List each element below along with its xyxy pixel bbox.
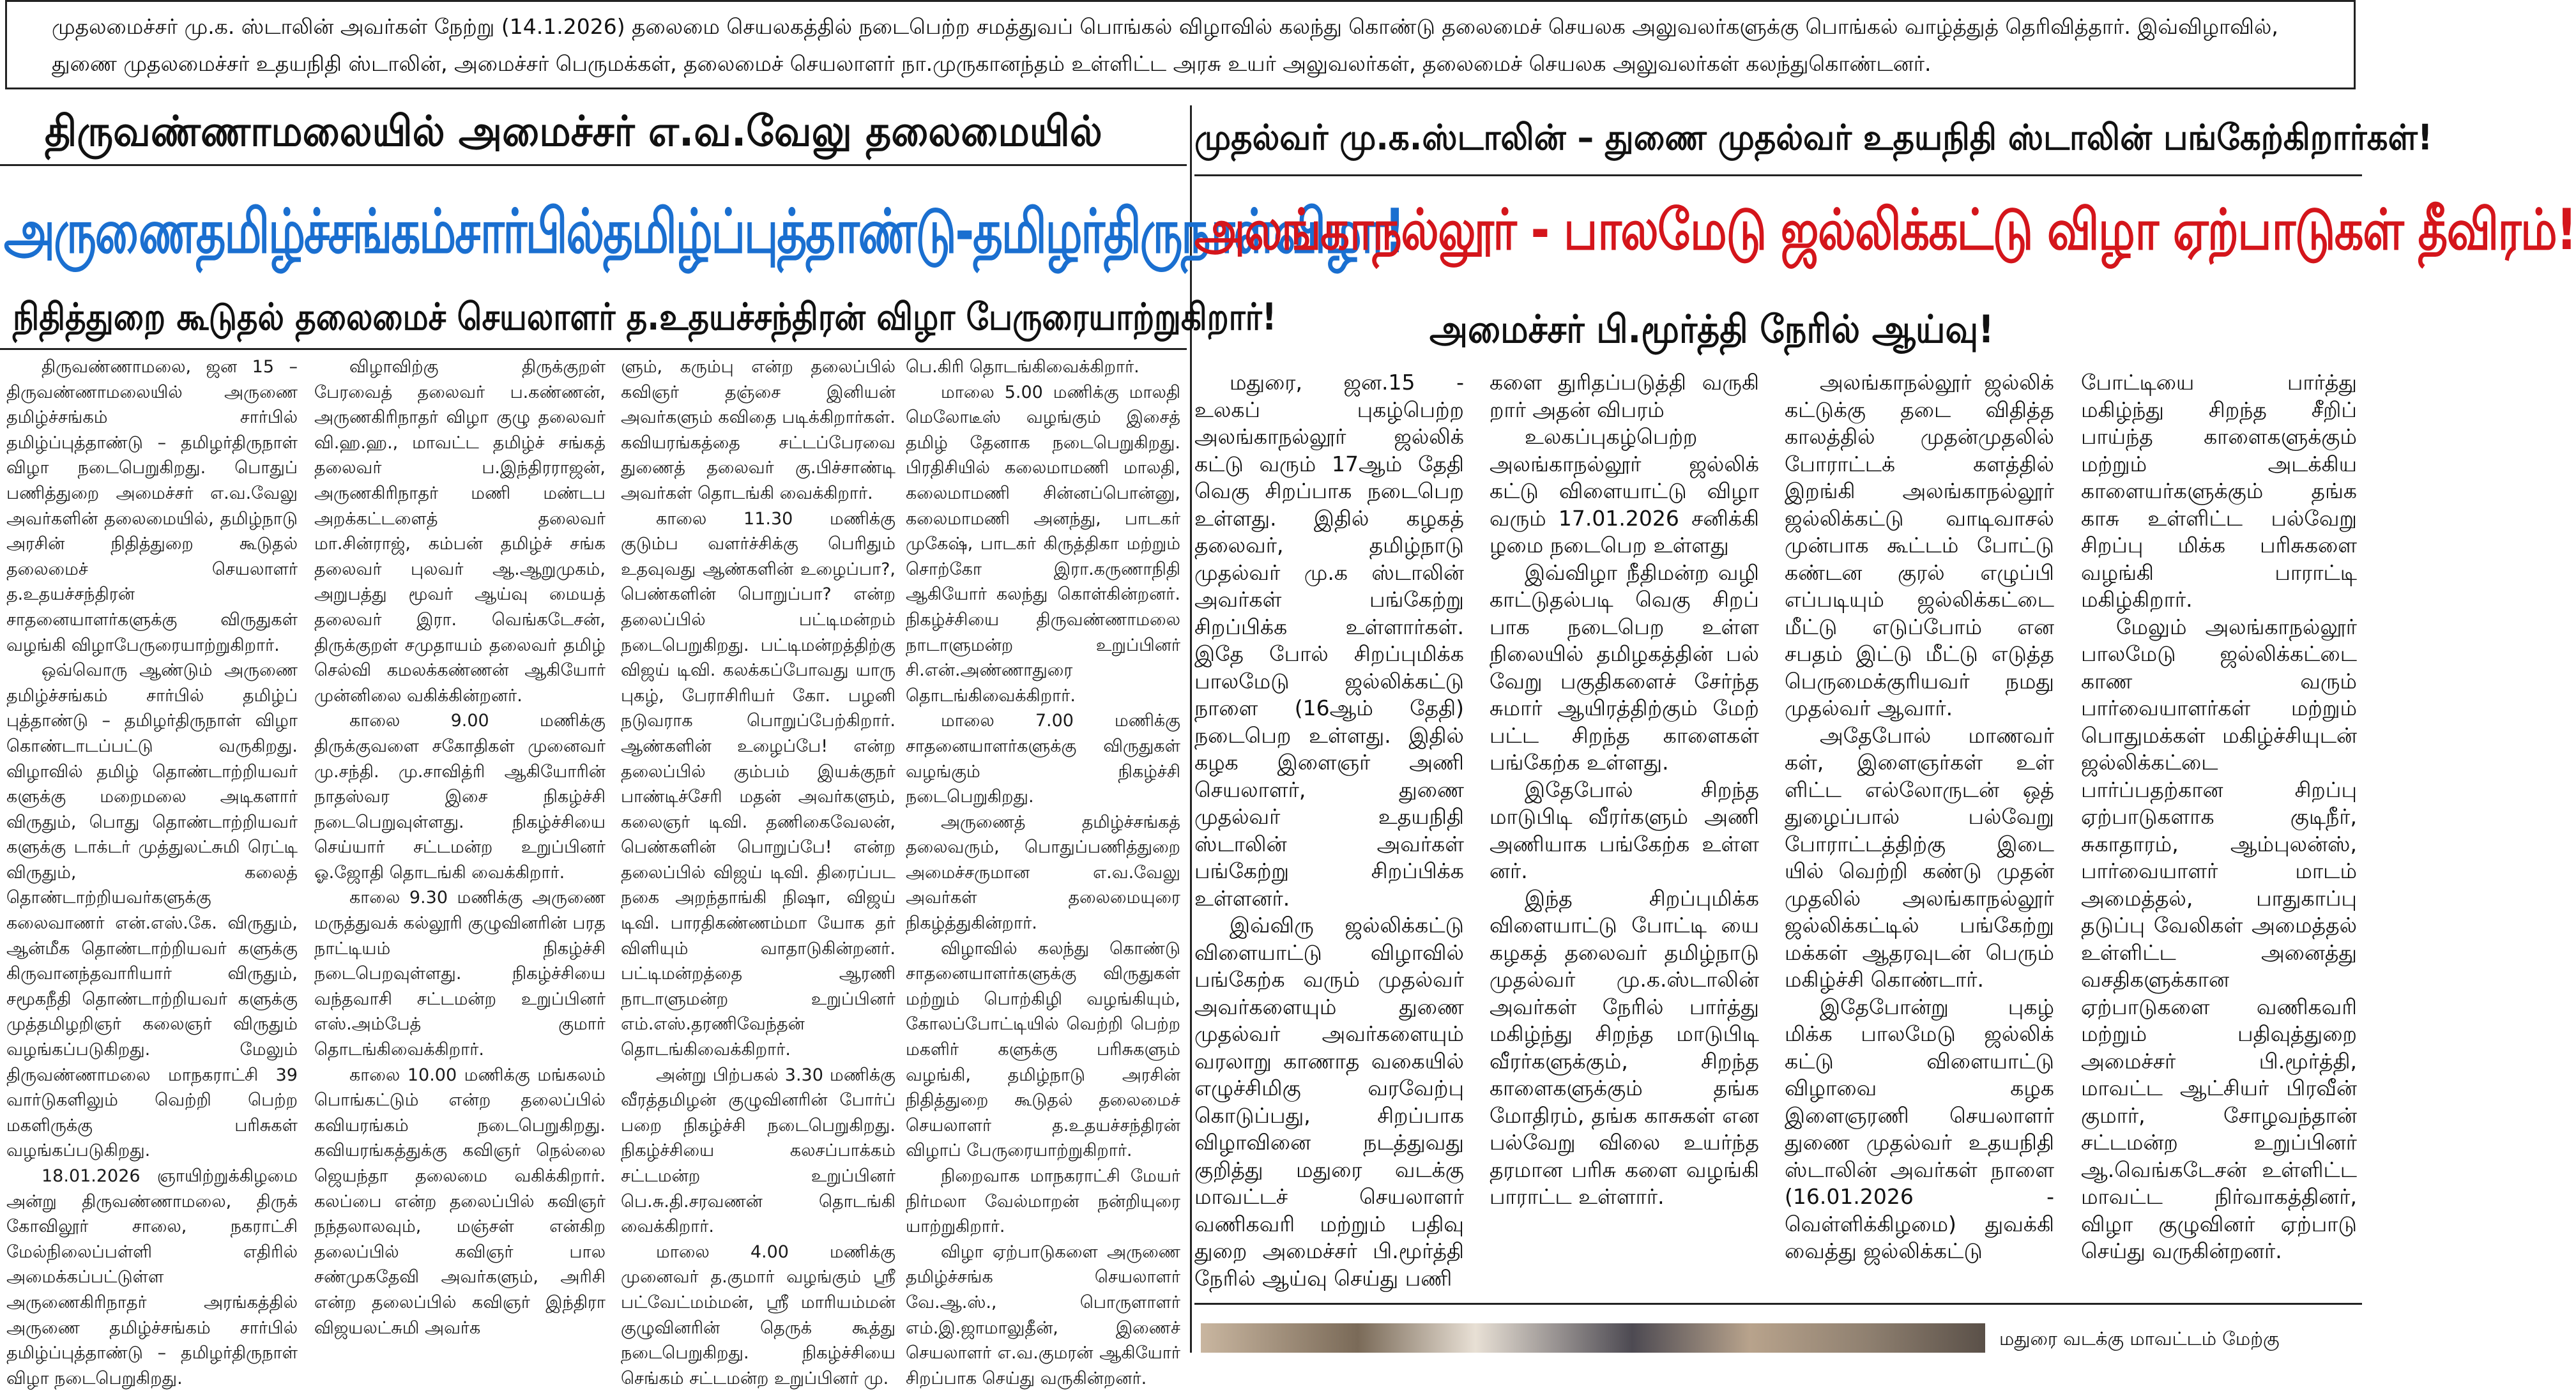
paragraph: களை துரிதப்படுத்தி வருகி றார் அதன் விபரம் [1490,370,1759,422]
paragraph: ளும், கரும்பு என்ற தலைப்பில் கவிஞர் தஞ்சை இனியன் அவர்களும் கவிதை படிக்கிறார்கள். கவியரங்கத்தை சட்டப்பேரவை துணைத் தலைவர் கு.பிச்சாண்டி அவர்கள் தொடங்கி வைக்கிறார். [621,357,896,503]
left-subhead: நிதித்துறை கூடுதல் தலைமைச் செயலாளர் த.உதயச்சந்திரன் விழா பேருரையாற்றுகிறார்! [13,295,1277,338]
event-photo [1201,1323,1985,1353]
paragraph: மேலும் அலங்காநல்லூர் பாலமேடு ஜல்லிக்கட்டை காண வரும் பார்வையாளர்கள் மற்றும் பொதுமக்கள் மகிழ்ச்சியுடன் ஜல்லிக்கட்டை பார்ப்பதற்கான சிறப்பு ஏற்பாடுகளாக குடிநீர், சுகாதாரம், ஆம்புலன்ஸ், பார்வையாளர் மாடம் அமைத்தல், பாதுகாப்பு தடுப்பு வேலிகள் அமைத்தல் உள்ளிட்ட அனைத்து வசதிகளுக்கான ஏற்பாடுகளை வணிகவரி மற்றும் பதிவுத்துறை அமைச்சர் பி.மூர்த்தி, மாவட்ட ஆட்சியர் பிரவீன் குமார், சோழவந்தான் சட்டமன்ற உறுப்பினர் ஆ.வெங்கடேசன் உள்ளிட்ட மாவட்ட நிர்வாகத்தினர், விழா குழுவினர் ஏற்பாடு செய்து வருகின்றனர். [2081,614,2357,1263]
paragraph: விழா ஏற்பாடுகளை அருணை தமிழ்ச்சங்க செயலாளர் வே.ஆ.ஸ்., பொருளாளர் எம்.இ.ஜாமாலுதீன், இணைச் செயலாளர் எ.வ.குமரன் ஆகியோர் சிறப்பாக செய்து வருகின்றனர். [906,1242,1180,1388]
paragraph: இவ்விரு ஜல்லிக்கட்டு விளையாட்டு விழாவில் பங்கேற்க வரும் முதல்வர் அவர்களையும் துணை முதல்வர் அவர்களையும் வரலாறு காணாத வகையில் எழுச்சிமிகு வரவேற்பு கொடுப்பது, சிறப்பாக விழாவினை நடத்துவது குறித்து மதுரை வடக்கு மாவட்டச் செயலாளர் வணிகவரி மற்றும் பதிவு துறை அமைச்சர் பி.மூர்த்தி நேரில் ஆய்வு செய்து பணி [1194,913,1464,1291]
paragraph: விழாவிற்கு திருக்குறள் பேரவைத் தலைவர் ப.கண்ணன், அருணகிரிநாதர் விழா குழு தலைவர் வி.ஹ.ஹ., மாவட்ட தமிழ்ச் சங்கத் தலைவர் ப.இந்திரராஜன், அருணகிரிநாதர் மணி மண்டப அறக்கட்டளைத் தலைவர் மா.சின்ராஜ், கம்பன் தமிழ்ச் சங்க தலைவர் புலவர் ஆ.ஆறுமுகம், அறுபத்து மூவர் ஆய்வு மையத் தலைவர் இரா. வெங்கடேசன், திருக்குறள் சமுதாயம் தலைவர் தமிழ் செல்வி கமலக்கண்ணன் ஆகியோர் முன்னிலை வகிக்கின்றனர். [314,357,606,706]
paragraph: பெ.கிரி தொடங்கிவைக்கிறார். [906,357,1139,377]
paragraph: மாலை 5.00 மணிக்கு மாலதி மெலோடீஸ் வழங்கும் இசைத் தமிழ் தேனாக நடைபெறுகிறது. பிரதிசியில் கலைமாமணி மாலதி, கலைமாமணி சின்னப்பொன்னு, கலைமாமணி அனந்து, பாடகர் முகேஷ், பாடகர் கிருத்திகா மற்றும் சொற்கோ இரா.கருணாநிதி ஆகியோர் கலந்து கொள்கின்றனர். நிகழ்ச்சியை திருவண்ணாமலை நாடாளுமன்ற உறுப்பினர் சி.என்.அண்ணாதுரை தொடங்கிவைக்கிறார். [906,382,1180,706]
paragraph: அலங்காநல்லூர் ஜல்லிக் கட்டுக்கு தடை விதித்த காலத்தில் முதன்முதலில் போராட்டக் களத்தில் இறங்கி அலங்காநல்லூர் ஜல்லிக்கட்டு வாடிவாசல் முன்பாக கூட்டம் போட்டு கண்டன குரல் எழுப்பி எப்படியும் ஜல்லிக்கட்டை மீட்டு எடுப்போம் என சபதம் இட்டு மீட்டு எடுத்த பெருமைக்குரியவர் நமது முதல்வர் ஆவார். [1785,370,2054,720]
top-photo-caption [5,0,2356,89]
paragraph: விழாவில் கலந்து கொண்டு சாதனையாளர்களுக்கு விருதுகள் மற்றும் பொற்கிழி வழங்கியும், கோலப்போட்டியில் வெற்றி பெற்ற மகளிர் களுக்கு பரிசுகளும் வழங்கி, தமிழ்நாடு அரசின் நிதித்துறை கூடுதல் தலைமைச் செயலாளர் த.உதயச்சந்திரன் விழாப் பேருரையாற்றுகிறார். [906,938,1180,1161]
left-subhead-rule [0,348,1187,350]
photo-top-rule [1194,1303,2362,1305]
paragraph: காலை 10.00 மணிக்கு மங்கலம் பொங்கட்டும் என்ற தலைப்பில் கவியரங்கம் நடைபெறுகிறது. கவியரங்கத்துக்கு கவிஞர் நெல்லை ஜெயந்தா தலைமை வகிக்கிறார். கலப்பை என்ற தலைப்பில் கவிஞர் நந்தலாலவும், மஞ்சள் என்கிற தலைப்பில் கவிஞர் பால சண்முகதேவி அவர்களும், அரிசி என்ற தலைப்பில் கவிஞர் இந்திரா விஜயலட்சுமி அவர்க [314,1065,606,1338]
paragraph: திருவண்ணாமலை, ஜன 15 – திருவண்ணாமலையில் அருணை தமிழ்ச்சங்கம் சார்பில் தமிழ்ப்புத்தாண்டு – தமிழர்திருநாள் விழா நடைபெறுகிறது. பொதுப் பணித்துறை அமைச்சர் எ.வ.வேலு அவர்களின் தலைமையில், தமிழ்நாடு அரசின் நிதித்துறை கூடுதல் தலைமைச் செயலாளர் த.உதயச்சந்திரன் சாதனையாளர்களுக்கு விருதுகள் வழங்கி விழாபேருரையாற்றுகிறார். [6,357,298,655]
paragraph: காலை 9.30 மணிக்கு அருணை மருத்துவக் கல்லூரி குழுவினரின் பரத நாட்டியம் நிகழ்ச்சி நடைபெறவுள்ளது. நிகழ்ச்சியை வந்தவாசி சட்டமன்ற உறுப்பினர் எஸ்.அம்பேத் குமார் தொடங்கிவைக்கிறார். [314,888,606,1060]
paragraph: 18.01.2026 ஞாயிற்றுக்கிழமை அன்று திருவண்ணாமலை, திருக் கோவிலூர் சாலை, நகராட்சி மேல்நிலைப்பள்ளி எதிரில் அமைக்கப்பட்டுள்ள அருணைகிரிநாதர் அரங்கத்தில் அருணை தமிழ்ச்சங்கம் சார்பில் தமிழ்ப்புத்தாண்டு – தமிழர்திருநாள் விழா நடைபெறுகிறது. [6,1166,298,1388]
paragraph: மதுரை, ஜன.15 - உலகப் புகழ்பெற்ற அலங்காநல்லூர் ஜல்லிக் கட்டு வரும் 17ஆம் தேதி வெகு சிறப்பாக நடைபெற உள்ளது. இதில் கழகத் தலைவர், தமிழ்நாடு முதல்வர் மு.க ஸ்டாலின் அவர்கள் பங்கேற்று சிறப்பிக்க உள்ளார்கள். இதே போல் சிறப்புமிக்க பாலமேடு ஜல்லிக்கட்டு நாளை (16ஆம் தேதி) நடைபெற உள்ளது. இதில் கழக இளைஞர் அணி செயலாளர், துணை முதல்வர் உதயநிதி ஸ்டாலின் அவர்கள் பங்கேற்று சிறப்பிக்க உள்ளனர். [1194,370,1464,911]
paragraph: இதேபோல் சிறந்த மாடுபிடி வீரர்களும் அணி அணியாக பங்கேற்க உள்ள னர். [1490,777,1759,883]
left-column-1 [6,354,298,1388]
article-divider [1190,105,1192,1353]
paragraph: இதேபோன்று புகழ் மிக்க பாலமேடு ஜல்லிக் கட்டு விளையாட்டு விழாவை கழக இளைஞரணி செயலாளர் துணை முதல்வர் உதயநிதி ஸ்டாலின் அவர்கள் நாளை (16.01.2026 - வெள்ளிக்கிழமை) துவக்கி வைத்து ஜல்லிக்கட்டு [1785,994,2054,1263]
left-kicker: திருவண்ணாமலையில் அமைச்சர் எ.வ.வேலு தலைமையில் [45,107,1102,156]
right-column-4 [2081,369,2357,1327]
paragraph: அதேபோல் மாணவர் கள், இளைஞர்கள் உள் ளிட்ட எல்லோருடன் ஒத் துழைப்பால் பல்வேறு போராட்டத்திற்கு இடை யில் வெற்றி கண்டு முதன் முதலில் அலங்காநல்லூர் ஜல்லிக்கட்டில் பங்கேற்று மக்கள் ஆதரவுடன் பெரும் மகிழ்ச்சி கொண்டார். [1785,722,2054,992]
right-column-3 [1785,369,2054,1327]
paragraph: அன்று பிற்பகல் 3.30 மணிக்கு வீரத்தமிழன் குழுவினரின் போர்ப் பறை நிகழ்ச்சி நடைபெறுகிறது. நிகழ்ச்சியை கலசப்பாக்கம் சட்டமன்ற உறுப்பினர் பெ.சு.தி.சரவணன் தொடங்கி வைக்கிறார். [621,1065,896,1237]
right-column-1 [1194,369,1464,1327]
right-kicker: முதல்வர் மு.க.ஸ்டாலின் – துணை முதல்வர் உதயநிதி ஸ்டாலின் பங்கேற்கிறார்கள்! [1194,117,2433,158]
paragraph: ஒவ்வொரு ஆண்டும் அருணை தமிழ்ச்சங்கம் சார்பில் தமிழ்ப் புத்தாண்டு – தமிழர்திருநாள் விழா கொண்டாடப்பட்டு வருகிறது. விழாவில் தமிழ் தொண்டாற்றியவர் களுக்கு மறைமலை அடிகளார் விருதும், பொது தொண்டாற்றியவர் களுக்கு டாக்டர் முத்துலட்சுமி ரெட்டி விருதும், கலைத் தொண்டாற்றியவர்களுக்கு கலைவாணர் என்.எஸ்.கே. விருதும், ஆன்மீக தொண்டாற்றியவர் களுக்கு கிருவானந்தவாரியார் விருதும், சமூகநீதி தொண்டாற்றியவர் களுக்கு முத்தமிழறிஞர் கலைஞர் விருதும் வழங்கப்படுகிறது. மேலும் திருவண்ணாமலை மாநகராட்சி 39 வார்டுகளிலும் வெற்றி பெற்ற மகளிருக்கு பரிசுகள் வழங்கப்படுகிறது. [6,660,298,1161]
paragraph: நிறைவாக மாநகராட்சி மேயர் நிர்மலா வேல்மாறன் நன்றியுரை யாற்றுகிறார். [906,1166,1180,1237]
left-column-3 [621,354,896,1388]
right-column-2 [1490,369,1759,1327]
paragraph: காலை 11.30 மணிக்கு குடும்ப வளர்ச்சிக்கு பெரிதும் உதவுவது ஆண்களின் உழைப்பா?, பெண்களின் பொறுப்பா? என்ற தலைப்பில் பட்டிமன்றம் நடைபெறுகிறது. பட்டிமன்றத்திற்கு விஜய் டிவி. கலக்கப்போவது யாரு புகழ், பேராசிரியர் கோ. பழனி நடுவராக பொறுப்பேற்கிறார். ஆண்களின் உழைப்பே! என்ற தலைப்பில் கும்பம் இயக்குநர் பாண்டிச்சேரி மதன் அவர்களும், கலைஞர் டிவி. தணிகைவேலன், பெண்களின் பொறுப்பே! என்ற தலைப்பில் விஜய் டிவி. திரைப்பட நகை அறந்தாங்கி நிஷா, விஜய் டிவி. பாரதிகண்ணம்மா யோக தர் விளியும் வாதாடுகின்றனர். பட்டிமன்றத்தை ஆரணி நாடாளுமன்ற உறுப்பினர் எம்.எஸ்.தரணிவேந்தன் தொடங்கிவைக்கிறார். [621,508,896,1060]
paragraph: மாலை 7.00 மணிக்கு சாதனையாளர்களுக்கு விருதுகள் வழங்கும் நிகழ்ச்சி நடைபெறுகிறது. [906,711,1180,807]
left-column-2 [314,354,606,1351]
photo-caption: மதுரை வடக்கு மாவட்டம் மேற்கு [1999,1328,2280,1349]
left-headline: அருணைதமிழ்ச்சங்கம்சார்பில்தமிழ்ப்புத்தாண்டு-தமிழர்திருநாள்விழா! [4,197,1404,267]
left-kicker-rule [0,164,1187,166]
paragraph: அருணைத் தமிழ்ச்சங்கத் தலைவரும், பொதுப்பணித்துறை அமைச்சருமான எ.வ.வேலு அவர்கள் தலைமையுரை நிகழ்த்துகின்றார். [906,812,1180,934]
right-article [1194,102,2576,1353]
paragraph: இவ்விழா நீதிமன்ற வழி காட்டுதல்படி வெகு சிறப் பாக நடைபெற உள்ள நிலையில் தமிழகத்தின் பல் வேறு பகுதிகளைச் சேர்ந்த சுமார் ஆயிரத்திற்கும் மேற் பட்ட சிறந்த காளைகள் பங்கேற்க உள்ளது. [1490,559,1759,775]
right-kicker-rule [1194,174,2362,176]
right-subhead: அமைச்சர் பி.மூர்த்தி நேரில் ஆய்வு! [1429,307,1994,352]
paragraph: இந்த சிறப்புமிக்க விளையாட்டு போட்டி யை கழகத் தலைவர் தமிழ்நாடு முதல்வர் மு.க.ஸ்டாலின் அவர்கள் நேரில் பார்த்து மகிழ்ந்து சிறந்த மாடுபிடி வீரர்களுக்கும், சிறந்த காளைகளுக்கும் தங்க மோதிரம், தங்க காசுகள் என பல்வேறு விலை உயர்ந்த தரமான பரிசு களை வழங்கி பாராட்ட உள்ளார். [1490,885,1759,1209]
paragraph: உலகப்புகழ்பெற்ற அலங்காநல்லூர் ஜல்லிக் கட்டு விளையாட்டு விழா வரும் 17.01.2026 சனிக்கி ழமை நடைபெற உள்ளது [1490,424,1759,558]
paragraph: மாலை 4.00 மணிக்கு முனைவர் த.குமார் வழங்கும் ஸ்ரீ பட்வேட்மம்மன், ஸ்ரீ மாரியம்மன் குழுவினரின் தெருக் கூத்து நடைபெறுகிறது. நிகழ்ச்சியை செங்கம் சட்டமன்ற உறுப்பினர் மு. [621,1242,896,1388]
left-column-4 [906,354,1180,1388]
paragraph: காலை 9.00 மணிக்கு திருக்குவளை சகோதிகள் முனைவர் மு.சந்தி. மு.சாவித்ரி ஆகியோரின் நாதஸ்வர இசை நிகழ்ச்சி நடைபெறுவுள்ளது. நிகழ்ச்சியை செய்யார் சட்டமன்ற உறுப்பினர் ஓ.ஜோதி தொடங்கி வைக்கிறார். [314,711,606,883]
right-headline: அலங்காநல்லூர் - பாலமேடு ஜல்லிக்கட்டு விழா ஏற்பாடுகள் தீவிரம்! [1194,197,2576,262]
top-caption-text: முதலமைச்சர் மு.க. ஸ்டாலின் அவர்கள் நேற்று (14.1.2026) தலைமை செயலகத்தில் நடைபெற்ற சமத்துவப் பொங்கல் விழாவில் கலந்து கொண்டு தலைமைச் செயலக அலுவலர்களுக்கு பொங்கல் வாழ்த்துத் தெரிவித்தார். இவ்விழாவில், துணை முதலமைச்சர் உதயநிதி ஸ்டாலின், அமைச்சர் பெருமக்கள், தலைமைச் செயலாளர் நா.முருகானந்தம் உள்ளிட்ட அரசு உயர் அலுவலர்கள், தலைமைச் செயலக அலுவலர்கள் கலந்துகொண்டனர். [52,14,2278,76]
paragraph: போட்டியை பார்த்து மகிழ்ந்து சிறந்த சீறிப் பாய்ந்த காளைகளுக்கும் மற்றும் அடக்கிய காளையர்களுக்கும் தங்க காசு உள்ளிட்ட பல்வேறு சிறப்பு மிக்க பரிசுகளை வழங்கி பாராட்டி மகிழ்கிறார். [2081,370,2357,612]
